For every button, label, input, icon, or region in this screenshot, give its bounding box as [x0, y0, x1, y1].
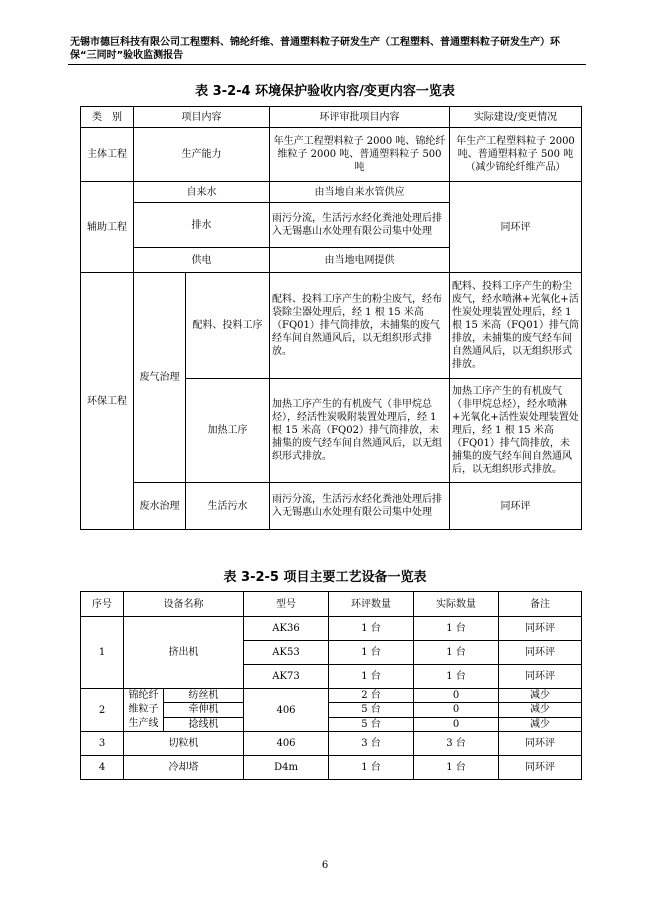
th-eia-qty: 环评数量 — [329, 592, 414, 617]
row4-no: 4 — [81, 756, 124, 780]
table1-caption: 表 3-2-4 环境保护验收内容/变更内容一览表 — [195, 84, 455, 99]
row2a-eia: 2 台 — [329, 689, 414, 703]
gas-heat-actual: 加热工序产生的有机废气（非甲烷总烃），经水喷淋+光氧化+活性炭处理装置处理后，经 1 根 15 米高（FQ01）排气筒排放，未捕集的废气经车间自然通风后，以无组织形式排放。 — [450, 379, 582, 483]
row4-name: 冷却塔 — [124, 756, 244, 780]
table2-caption: 表 3-2-5 项目主要工艺设备一览表 — [223, 570, 427, 585]
row2c-name: 捻线机 — [164, 717, 244, 731]
row1b-note: 同环评 — [499, 641, 582, 665]
row1-name: 挤出机 — [124, 617, 244, 689]
aux-power-item: 供电 — [134, 248, 270, 273]
row1-no: 1 — [81, 617, 124, 689]
aux-water-eia: 由当地自来水管供应 — [270, 182, 450, 203]
header-line-1: 无锡市德巨科技有限公司工程塑料、锦纶纤维、普通塑料粒子研发生产（工程塑料、普通塑料粒子研发生产）环 — [70, 37, 560, 48]
row3-no: 3 — [81, 732, 124, 756]
table-row — [81, 732, 582, 756]
water-item: 生活污水 — [186, 483, 270, 530]
aux-actual: 同环评 — [450, 182, 582, 273]
row2-no: 2 — [81, 689, 124, 732]
main-actual: 年生产工程塑料粒子 2000 吨、普通塑料粒子 500 吨（减少锦纶纤维产品） — [450, 128, 582, 182]
aux-drain-item: 排水 — [134, 203, 270, 248]
row3-eia: 3 台 — [329, 732, 414, 756]
th-eia: 环评审批项目内容 — [270, 107, 450, 128]
row1a-model: AK36 — [244, 617, 329, 641]
row1b-eia: 1 台 — [329, 641, 414, 665]
th-actual-qty: 实际数量 — [414, 592, 499, 617]
row4-actual: 1 台 — [414, 756, 499, 780]
gas-heat-item: 加热工序 — [186, 379, 270, 483]
table-row — [81, 689, 582, 703]
row2b-eia: 5 台 — [329, 703, 414, 717]
row2c-note: 减少 — [499, 717, 582, 731]
row3-model: 406 — [244, 732, 329, 756]
page-header — [70, 36, 590, 62]
row1c-model: AK73 — [244, 665, 329, 689]
gas-mix-eia: 配料、投料工序产生的粉尘废气，经布袋除尘器处理后，经 1 根 15 米高（FQ01）排气筒排放，未捕集的废气经车间自然通风后，以无组织形式排放。 — [270, 273, 450, 379]
th-no: 序号 — [81, 592, 124, 617]
header-rule — [68, 64, 586, 65]
aux-drain-eia: 雨污分流，生活污水经化粪池处理后排入无锡惠山水处理有限公司集中处理 — [270, 203, 450, 248]
row1c-note: 同环评 — [499, 665, 582, 689]
aux-water-item: 自来水 — [134, 182, 270, 203]
row3-actual: 3 台 — [414, 732, 499, 756]
water-category: 废水治理 — [134, 483, 186, 530]
table-row — [81, 617, 582, 641]
gas-category: 废气治理 — [134, 273, 186, 483]
th-category: 类 别 — [81, 107, 134, 128]
row4-model: D4m — [244, 756, 329, 780]
page-number: 6 — [321, 860, 329, 871]
row2b-note: 减少 — [499, 703, 582, 717]
row4-note: 同环评 — [499, 756, 582, 780]
row1a-actual: 1 台 — [414, 617, 499, 641]
th-note: 备注 — [499, 592, 582, 617]
main-item: 生产能力 — [134, 128, 270, 182]
main-category: 主体工程 — [81, 128, 134, 182]
row2a-note: 减少 — [499, 689, 582, 703]
row2-group: 锦纶纤维粒子生产线 — [124, 689, 164, 732]
equipment-table — [80, 591, 582, 780]
env-category: 环保工程 — [81, 273, 134, 530]
header-line-2: 保“三同时”验收监测报告 — [70, 50, 184, 61]
gas-mix-actual: 配料、投料工序产生的粉尘废气，经水喷淋+光氧化+活性炭处理装置处理后，经 1 根 15 米高（FQ01）排气筒排放，未捕集的废气经车间自然通风后，以无组织形式排放。 — [450, 273, 582, 379]
row2b-name: 牵伸机 — [164, 703, 244, 717]
main-eia: 年生产工程塑料粒子 2000 吨、锦纶纤维粒子 2000 吨、普通塑料粒子 500 吨 — [270, 128, 450, 182]
table-row — [81, 756, 582, 780]
aux-category: 辅助工程 — [81, 182, 134, 273]
acceptance-content-table — [80, 106, 582, 530]
row4-eia: 1 台 — [329, 756, 414, 780]
gas-heat-eia: 加热工序产生的有机废气（非甲烷总烃），经活性炭吸附装置处理后，经 1 根 15 米高（FQ02）排气筒排放，未捕集的废气经车间自然通风后，以无组织形式排放。 — [270, 379, 450, 483]
row2a-actual: 0 — [414, 689, 499, 703]
row1b-model: AK53 — [244, 641, 329, 665]
th-actual: 实际建设/变更情况 — [450, 107, 582, 128]
th-item: 项目内容 — [134, 107, 270, 128]
th-name: 设备名称 — [124, 592, 244, 617]
water-actual: 同环评 — [450, 483, 582, 530]
gas-mix-item: 配料、投料工序 — [186, 273, 270, 379]
row2c-actual: 0 — [414, 717, 499, 731]
row1c-eia: 1 台 — [329, 665, 414, 689]
row1a-note: 同环评 — [499, 617, 582, 641]
row2-model: 406 — [244, 689, 329, 732]
row2c-eia: 5 台 — [329, 717, 414, 731]
row2a-name: 纺丝机 — [164, 689, 244, 703]
th-model: 型号 — [244, 592, 329, 617]
row1c-actual: 1 台 — [414, 665, 499, 689]
row3-name: 切粒机 — [124, 732, 244, 756]
row1a-eia: 1 台 — [329, 617, 414, 641]
row3-note: 同环评 — [499, 732, 582, 756]
water-eia: 雨污分流，生活污水经化粪池处理后排入无锡惠山水处理有限公司集中处理 — [270, 483, 450, 530]
row2b-actual: 0 — [414, 703, 499, 717]
aux-power-eia: 由当地电网提供 — [270, 248, 450, 273]
row1b-actual: 1 台 — [414, 641, 499, 665]
